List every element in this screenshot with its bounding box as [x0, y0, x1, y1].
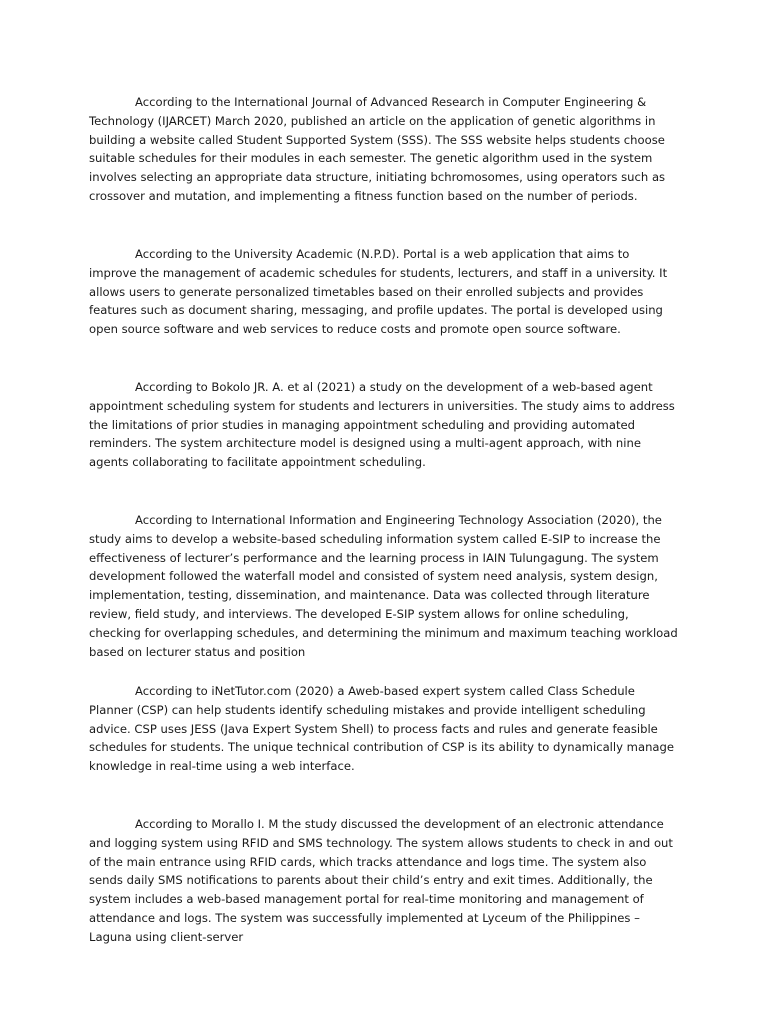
paragraph-inettutor-csp: According to iNetTutor.com (2020) a Aweb-based expert system called Class Schedule Planner (CSP) can help students identify scheduling mistakes and provide intelligent scheduling advice. CSP uses JESS (Java Expert System Shell) to process facts and rules and generate feasible schedules for students. The unique technical contribution of CSP is its ability to dynamically manage knowledge in real-time using a web interface. — [89, 684, 675, 774]
paragraph-bokolo-agent-scheduling: According to Bokolo JR. A. et al (2021) a study on the development of a web-based agent appointment scheduling system for students and lecturers in universities. The study aims to address the limitations of prior studies in managing appointment scheduling and providing automated reminders. The system architecture model is designed using a multi-agent approach, with nine agents collaborating to facilitate appointment scheduling. — [89, 380, 675, 470]
paragraph-university-academic-portal: According to the University Academic (N.P.D). Portal is a web application that aims to improve the management of academic schedules for students, lecturers, and staff in a university. It allows users to generate personalized timetables based on their enrolled subjects and provides features such as document sharing, messaging, and profile updates. The portal is developed using open source software and web services to reduce costs and promote open source software. — [89, 247, 668, 337]
paragraph-ijarcet-sss: According to the International Journal of Advanced Research in Computer Engineering & Technology (IJARCET) March 2020, published an article on the application of genetic algorithms in building a website called Student Supported System (SSS). The SSS website helps students choose suitable schedules for their modules in each semester. The genetic algorithm used in the system involves selecting an appropriate data structure, initiating bchromosomes, using operators such as crossover and mutation, and implementing a fitness function based on the number of periods. — [89, 95, 666, 203]
paragraph-iieta-e-sip: According to International Information and Engineering Technology Association (2020), the study aims to develop a website-based scheduling information system called E-SIP to increase the effectiveness of lecturer’s performance and the learning process in IAIN Tulungagung. The system development followed the waterfall model and consisted of system need analysis, system design, implementation, testing, dissemination, and maintenance. Data was collected through literature review, field study, and interviews. The developed E-SIP system allows for online scheduling, checking for overlapping schedules, and determining the minimum and maximum teaching workload based on lecturer status and position — [89, 513, 678, 659]
paragraph-morallo-rfid-attendance: According to Morallo I. M the study discussed the development of an electronic attendance and logging system using RFID and SMS technology. The system allows students to check in and out of the main entrance using RFID cards, which tracks attendance and logs time. The system also sends daily SMS notifications to parents about their child’s entry and exit times. Additionally, the system includes a web-based management portal for real-time monitoring and management of attendance and logs. The system was successfully implemented at Lyceum of the Philippines – Laguna using client-server — [89, 817, 673, 944]
